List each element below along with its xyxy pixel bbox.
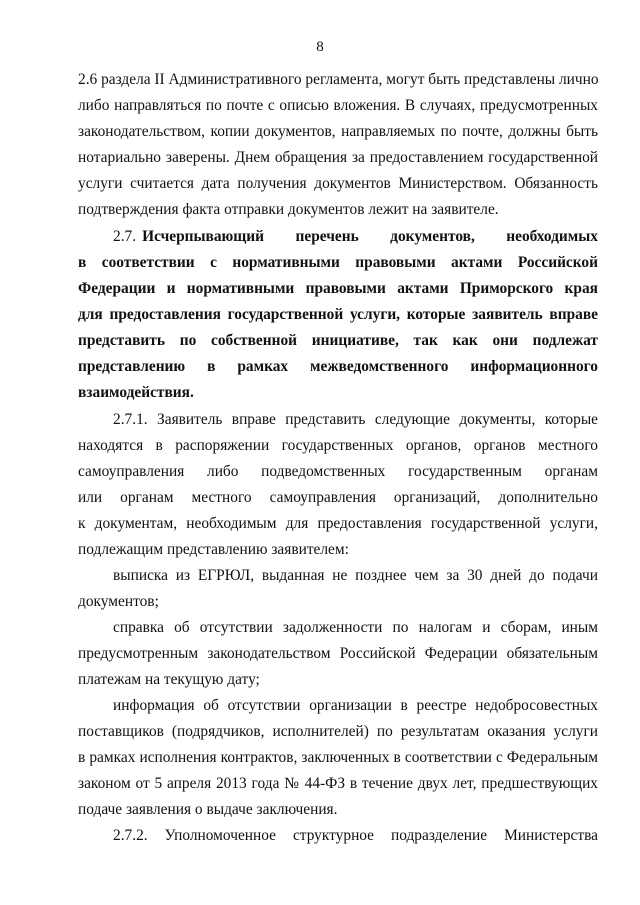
paragraph-line: к документам, необходимым для предоставления государственной услуги, xyxy=(78,515,598,532)
paragraph-line: услуги считается дата получения документов Министерством. Обязанность xyxy=(78,175,598,192)
list-item-line: предусмотренным законодательством Российской Федерации обязательным xyxy=(78,645,598,662)
paragraph-line: или органам местного самоуправления организаций, дополнительно xyxy=(78,489,598,506)
paragraph-line: законодательством, копии документов, направляемых по почте, должны быть xyxy=(78,123,598,140)
section-heading-first-line xyxy=(113,227,598,247)
list-item-line: выписка из ЕГРЮЛ, выданная не позднее чем за 30 дней до подачи xyxy=(113,567,598,584)
paragraph-line: нотариально заверены. Днем обращения за предоставлением государственной xyxy=(78,149,598,166)
list-item-line: платежам на текущую дату; xyxy=(78,671,260,688)
list-item-line: справка об отсутствии задолженности по налогам и сборам, иным xyxy=(113,619,598,636)
section-number: 2.7. xyxy=(113,228,137,245)
list-item-line: законом от 5 апреля 2013 года № 44-ФЗ в течение двух лет, предшествующих xyxy=(78,775,598,792)
paragraph-line: 2.7.1. Заявитель вправе представить следующие документы, которые xyxy=(113,411,598,428)
list-item-line: поставщиков (подрядчиков, исполнителей) по результатам оказания услуги xyxy=(78,723,598,740)
page-number: 8 xyxy=(316,39,324,55)
list-item-line: в рамках исполнения контрактов, заключенных в соответствии с Федеральным xyxy=(78,749,598,766)
list-item-line: информация об отсутствии организации в реестре недобросовестных xyxy=(113,697,598,714)
paragraph-line: подлежащим представлению заявителем: xyxy=(78,541,349,558)
section-heading-text: Исчерпывающий перечень документов, необходимых xyxy=(142,228,598,245)
section-heading-line: взаимодействия. xyxy=(78,384,194,401)
paragraph-line: подтверждения факта отправки документов лежит на заявителе. xyxy=(78,201,499,218)
list-item-line: подаче заявления о выдаче заключения. xyxy=(78,801,338,818)
paragraph-line: 2.7.2. Уполномоченное структурное подразделение Министерства xyxy=(113,827,598,844)
paragraph-line: самоуправления либо подведомственных государственным органам xyxy=(78,463,598,480)
section-heading-line: представлению в рамках межведомственного информационного xyxy=(78,358,598,375)
section-heading-line: представить по собственной инициативе, так как они подлежат xyxy=(78,332,598,349)
section-heading-line: Федерации и нормативными правовыми актами Приморского края xyxy=(78,280,598,297)
section-heading-line: для предоставления государственной услуги, которые заявитель вправе xyxy=(78,306,598,323)
paragraph-line: либо направляться по почте с описью вложения. В случаях, предусмотренных xyxy=(78,97,598,114)
section-heading-line: в соответствии с нормативными правовыми актами Российской xyxy=(78,254,598,271)
list-item-line: документов; xyxy=(78,593,159,610)
paragraph-line: 2.6 раздела II Административного регламента, могут быть представлены лично xyxy=(78,71,599,88)
paragraph-line: находятся в распоряжении государственных органов, органов местного xyxy=(78,437,598,454)
